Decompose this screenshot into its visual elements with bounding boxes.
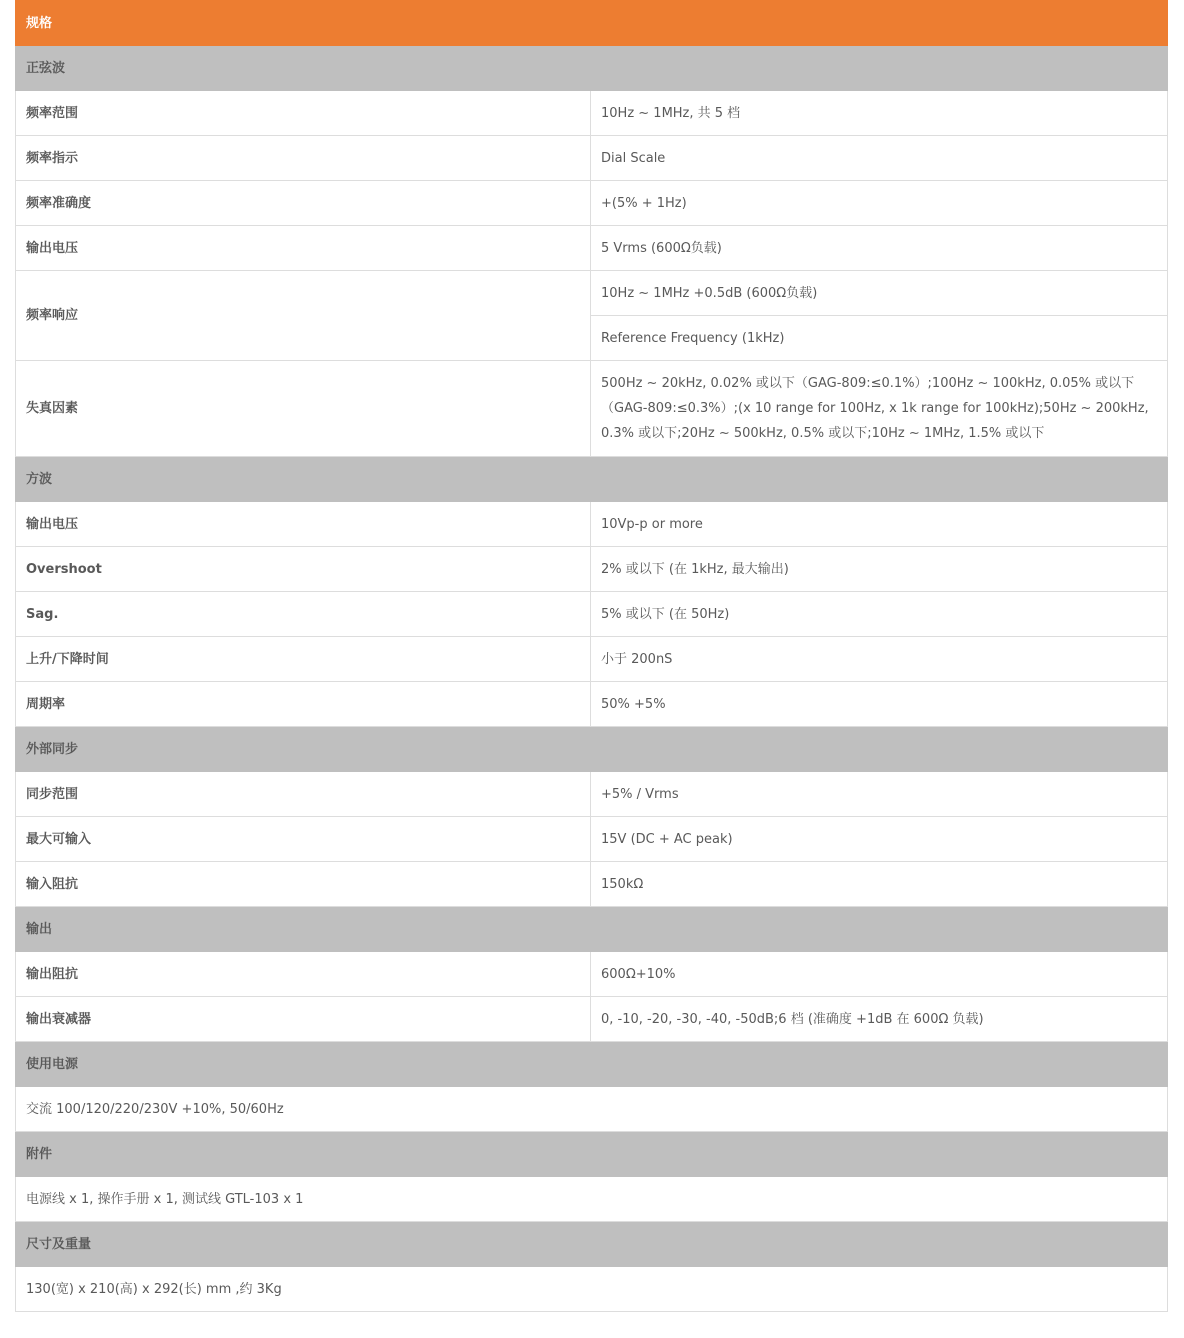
- table-row: [16, 772, 1168, 817]
- section-header: 使用电源: [16, 1042, 1168, 1087]
- row-value: 130(宽) x 210(高) x 292(长) mm ,约 3Kg: [16, 1267, 1168, 1312]
- section-header: 输出: [16, 907, 1168, 952]
- row-value: 电源线 x 1, 操作手册 x 1, 测试线 GTL-103 x 1: [16, 1177, 1168, 1222]
- section-output: [16, 907, 1168, 952]
- table-row: [16, 271, 1168, 316]
- table-row: [16, 361, 1168, 457]
- row-label: 频率指示: [16, 136, 591, 181]
- table-row: [16, 226, 1168, 271]
- row-value: 15V (DC + AC peak): [591, 817, 1168, 862]
- row-label: 输出阻抗: [16, 952, 591, 997]
- table-row: [16, 997, 1168, 1042]
- row-value: 5 Vrms (600Ω负载): [591, 226, 1168, 271]
- table-row: [16, 637, 1168, 682]
- row-label: Sag.: [16, 592, 591, 637]
- row-label: 最大可输入: [16, 817, 591, 862]
- row-value: 小于 200nS: [591, 637, 1168, 682]
- row-label: 输入阻抗: [16, 862, 591, 907]
- row-value: 50% +5%: [591, 682, 1168, 727]
- section-header: 正弦波: [16, 46, 1168, 91]
- row-label: 输出电压: [16, 226, 591, 271]
- section-header: 方波: [16, 457, 1168, 502]
- row-label: 频率准确度: [16, 181, 591, 226]
- row-label: 失真因素: [16, 361, 591, 457]
- table-row: [16, 1267, 1168, 1312]
- row-value: 10Hz ~ 1MHz, 共 5 档: [591, 91, 1168, 136]
- table-row: [16, 682, 1168, 727]
- section-accessories: [16, 1132, 1168, 1177]
- table-row: [16, 1177, 1168, 1222]
- row-value: +5% / Vrms: [591, 772, 1168, 817]
- row-value: 0, -10, -20, -30, -40, -50dB;6 档 (准确度 +1dB 在 600Ω 负载): [591, 997, 1168, 1042]
- row-label: 输出电压: [16, 502, 591, 547]
- spec-table: [15, 0, 1168, 1312]
- row-label: Overshoot: [16, 547, 591, 592]
- row-value: 150kΩ: [591, 862, 1168, 907]
- row-label: 频率响应: [16, 271, 591, 361]
- row-value: Dial Scale: [591, 136, 1168, 181]
- row-value: 10Hz ~ 1MHz +0.5dB (600Ω负载): [591, 271, 1168, 316]
- table-row: [16, 91, 1168, 136]
- table-row: [16, 1087, 1168, 1132]
- section-power: [16, 1042, 1168, 1087]
- row-label: 周期率: [16, 682, 591, 727]
- section-square: [16, 457, 1168, 502]
- title-row: [16, 1, 1168, 46]
- table-row: [16, 547, 1168, 592]
- row-value: 600Ω+10%: [591, 952, 1168, 997]
- row-value: 500Hz ~ 20kHz, 0.02% 或以下（GAG-809:≤0.1%）;100Hz ~ 100kHz, 0.05% 或以下（GAG-809:≤0.3%）;(x 10 range for 100Hz, x 1k range for 100kHz);50Hz ~ 200kHz, 0.3% 或以下;20Hz ~ 500kHz, 0.5% 或以下;10Hz ~ 1MHz, 1.5% 或以下: [591, 361, 1168, 457]
- section-sine: [16, 46, 1168, 91]
- section-header: 尺寸及重量: [16, 1222, 1168, 1267]
- row-value: 10Vp-p or more: [591, 502, 1168, 547]
- section-header: 外部同步: [16, 727, 1168, 772]
- row-label: 上升/下降时间: [16, 637, 591, 682]
- row-value: 2% 或以下 (在 1kHz, 最大输出): [591, 547, 1168, 592]
- section-header: 附件: [16, 1132, 1168, 1177]
- row-label: 同步范围: [16, 772, 591, 817]
- row-value: Reference Frequency (1kHz): [591, 316, 1168, 361]
- table-row: [16, 952, 1168, 997]
- row-value: 交流 100/120/220/230V +10%, 50/60Hz: [16, 1087, 1168, 1132]
- table-title: 规格: [16, 1, 1168, 46]
- table-row: [16, 862, 1168, 907]
- table-row: [16, 181, 1168, 226]
- section-ext-sync: [16, 727, 1168, 772]
- table-row: [16, 502, 1168, 547]
- section-dimensions: [16, 1222, 1168, 1267]
- table-row: [16, 136, 1168, 181]
- table-row: [16, 592, 1168, 637]
- row-value: 5% 或以下 (在 50Hz): [591, 592, 1168, 637]
- row-label: 频率范围: [16, 91, 591, 136]
- row-value: +(5% + 1Hz): [591, 181, 1168, 226]
- table-row: [16, 817, 1168, 862]
- row-label: 输出衰减器: [16, 997, 591, 1042]
